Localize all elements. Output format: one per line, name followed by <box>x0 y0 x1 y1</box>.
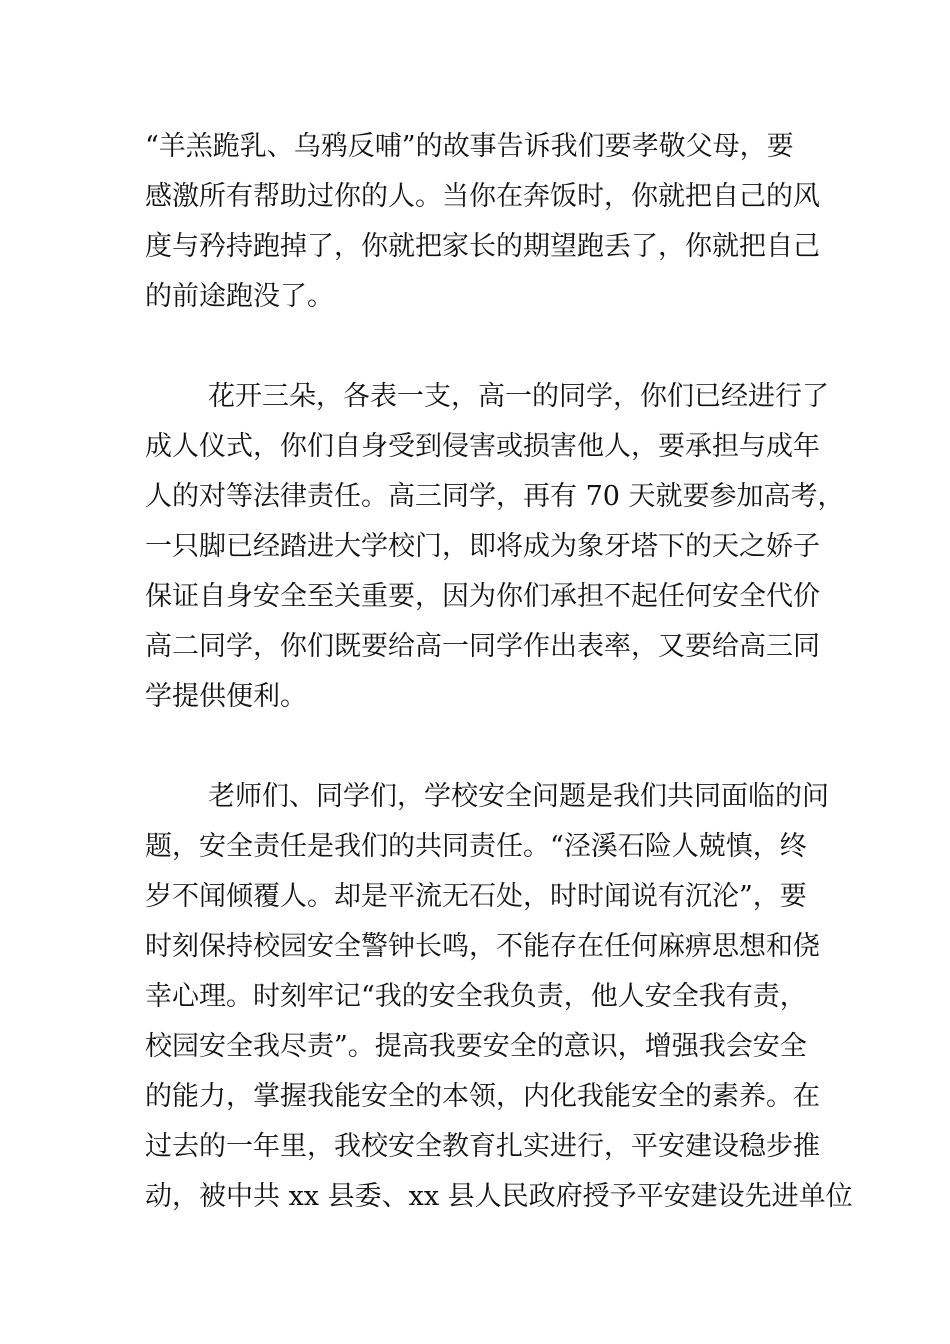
paragraph-line: 一只脚已经踏进大学校门，即将成为象牙塔下的天之娇子 <box>145 531 820 562</box>
paragraph-line: 花开三朵，各表一支，高一的同学，你们已经进行了 <box>208 381 829 412</box>
paragraph-line: 幸心理。时刻牢记“我的安全我负责，他人安全我有责， <box>145 981 807 1012</box>
paragraph-line: 度与矜持跑掉了，你就把家长的期望跑丢了，你就把自己 <box>145 231 820 262</box>
paragraph-line: 的能力，掌握我能安全的本领，内化我能安全的素养。在 <box>145 1081 820 1112</box>
paragraph-line: 高二同学，你们既要给高一同学作出表率，又要给高三同 <box>145 631 820 662</box>
paragraph-line: 保证自身安全至关重要，因为你们承担不起任何安全代价 <box>145 581 820 612</box>
paragraph-line: 感激所有帮助过你的人。当你在奔饭时，你就把自己的风 <box>145 181 820 212</box>
paragraph-line: 过去的一年里，我校安全教育扎实进行，平安建设稳步推 <box>145 1131 820 1162</box>
paragraph-line: 老师们、同学们，学校安全问题是我们共同面临的问 <box>208 781 829 812</box>
paragraph-line: 校园安全我尽责”。提高我要安全的意识，增强我会安全 <box>145 1031 807 1062</box>
paragraph-line: “羊羔跪乳、乌鸦反哺”的故事告诉我们要孝敬父母，要 <box>145 131 794 162</box>
paragraph-line: 动，被中共 xx 县委、xx 县人民政府授予平安建设先进单位 <box>145 1181 853 1212</box>
paragraph-line: 题，安全责任是我们的共同责任。“泾溪石险人兢慎，终 <box>145 831 807 862</box>
paragraph-line: 学提供便利。 <box>145 681 307 712</box>
paragraph-line: 成人仪式，你们自身受到侵害或损害他人，要承担与成年 <box>145 431 820 462</box>
paragraph-line: 岁不闻倾覆人。却是平流无石处，时时闻说有沉沦”，要 <box>145 881 807 912</box>
paragraph-line: 的前途跑没了。 <box>145 281 334 312</box>
paragraph-line: 时刻保持校园安全警钟长鸣，不能存在任何麻痹思想和侥 <box>145 931 820 962</box>
paragraph-line: 人的对等法律责任。高三同学，再有 70 天就要参加高考， <box>145 481 845 512</box>
